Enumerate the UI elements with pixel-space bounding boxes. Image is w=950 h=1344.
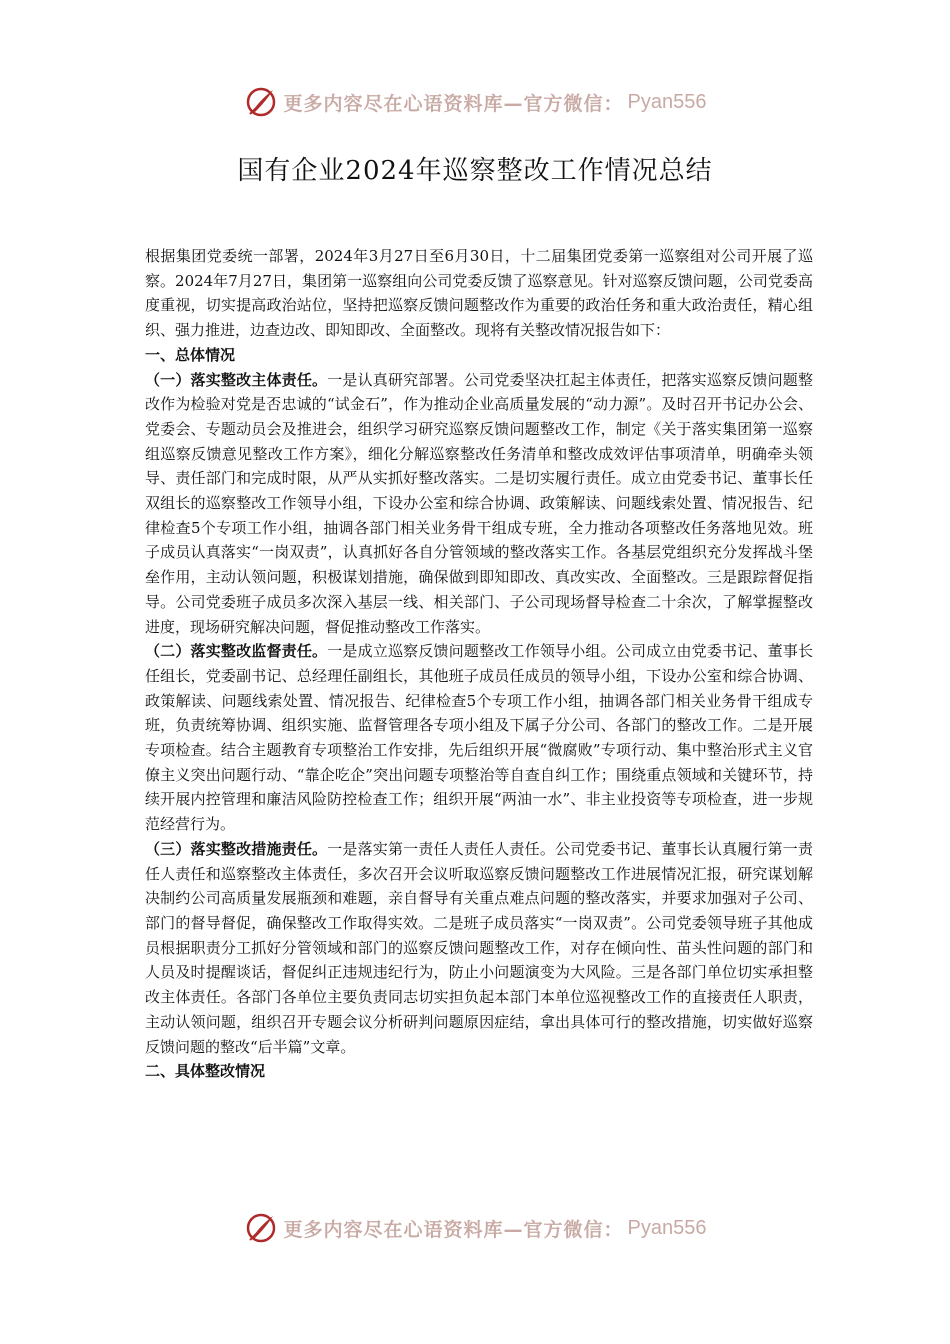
banner-wechat-id: Pyan556 — [627, 90, 707, 113]
paragraph-lead: （一）落实整改主体责任。 — [145, 370, 328, 389]
paragraph-measures-responsibility — [145, 837, 813, 1059]
quill-logo-icon — [244, 1211, 278, 1245]
banner-slogan: 更多内容尽在心语资料库—官方微信： — [283, 92, 624, 115]
banner-wechat-id: Pyan556 — [627, 1216, 707, 1239]
paragraph-body: 一是成立巡察反馈问题整改工作领导小组。公司成立由党委书记、董事长任组长，党委副书记、总经理任副组长，其他班子成员任成员的领导小组，下设办公室和综合协调、政策解读、问题线索处置、情况报告、纪律检查5个专项工作小组，抽调各部门相关业务骨干组成专班，负责统筹协调、组织实施、监督管理各专项小组及下属子分公司、各部门的整改工作。二是开展专项检查。结合主题教育专项整治工作安排，先后组织开展“微腐败”专项行动、集中整治形式主义官僚主义突出问题行动、“靠企吃企”突出问题专项整治等自查自纠工作；围绕重点领域和关键环节，持续开展内控管理和廉洁风险防控检查工作；组织开展“两油一水”、非主业投资等专项检查，进一步规范经营行为。 — [145, 642, 813, 834]
document-title: 国有企业2024年巡察整改工作情况总结 — [237, 156, 713, 186]
paragraph-supervision-responsibility — [145, 639, 813, 837]
document-body — [145, 244, 813, 1084]
paragraph-lead: （三）落实整改措施责任。 — [145, 839, 328, 858]
section-heading-overall: 一、总体情况 — [145, 345, 236, 364]
banner-slogan: 更多内容尽在心语资料库—官方微信： — [283, 1218, 624, 1241]
paragraph-lead: （二）落实整改监督责任。 — [145, 642, 328, 661]
section-heading-specific: 二、具体整改情况 — [145, 1062, 266, 1081]
paragraph-body: 一是落实第一责任人责任人责任。公司党委书记、董事长认真履行第一责任人责任和巡察整改主体责任，多次召开会议听取巡察反馈问题整改工作进展情况汇报，研究谋划解决制约公司高质量发展瓶颈和难题，亲自督导有关重点难点问题的整改落实，并要求加强对子公司、部门的督导督促，确保整改工作取得实效。二是班子成员落实“一岗双责”。公司党委领导班子其他成员根据职责分工抓好分管领域和部门的巡察反馈问题整改工作，对存在倾向性、苗头性问题的部门和人员及时提醒谈话，督促纠正违规违纪行为，防止小问题演变为大风险。三是各部门单位切实承担整改主体责任。各部门各单位主要负责同志切实担负起本部门本单位巡视整改工作的直接责任人职责，主动认领问题，组织召开专题会议分析研判问题原因症结，拿出具体可行的整改措施，切实做好巡察反馈问题的整改“后半篇”文章。 — [145, 839, 813, 1056]
footer-banner — [0, 1206, 950, 1250]
intro-paragraph: 根据集团党委统一部署，2024年3月27日至6月30日，十二届集团党委第一巡察组对公司开展了巡察。2024年7月27日，集团第一巡察组向公司党委反馈了巡察意见。针对巡察反馈问题，公司党委高度重视，切实提高政治站位，坚持把巡察反馈问题整改作为重要的政治任务和重大政治责任，精心组织、强力推进，边查边改、即知即改、全面整改。现将有关整改情况报告如下： — [145, 247, 813, 340]
header-banner — [0, 80, 950, 124]
paragraph-body: 一是认真研究部署。公司党委坚决扛起主体责任，把落实巡察反馈问题整改作为检验对党是否忠诚的“试金石”，作为推动企业高质量发展的“动力源”。及时召开书记办公会、党委会、专题动员会及推进会，组织学习研究巡察反馈问题整改工作，制定《关于落实集团第一巡察组巡察反馈意见整改工作方案》，细化分解巡察整改任务清单和整改成效评估事项清单，明确牵头领导、责任部门和完成时限，从严从实抓好整改落实。二是切实履行责任。成立由党委书记、董事长任双组长的巡察整改工作领导小组，下设办公室和综合协调、政策解读、问题线索处置、情况报告、纪律检查5个专项工作小组，抽调各部门相关业务骨干组成专班，全力推动各项整改任务落地见效。班子成员认真落实“一岗双责”，认真抓好各自分管领域的整改落实工作。各基层党组织充分发挥战斗堡垒作用，主动认领问题，积极谋划措施，确保做到即知即改、真改实改、全面整改。三是跟踪督促指导。公司党委班子成员多次深入基层一线、相关部门、子公司现场督导检查二十余次，了解掌握整改进度，现场研究解决问题，督促推动整改工作落实。 — [145, 370, 813, 636]
quill-logo-icon — [244, 85, 278, 119]
paragraph-subject-responsibility — [145, 368, 813, 640]
